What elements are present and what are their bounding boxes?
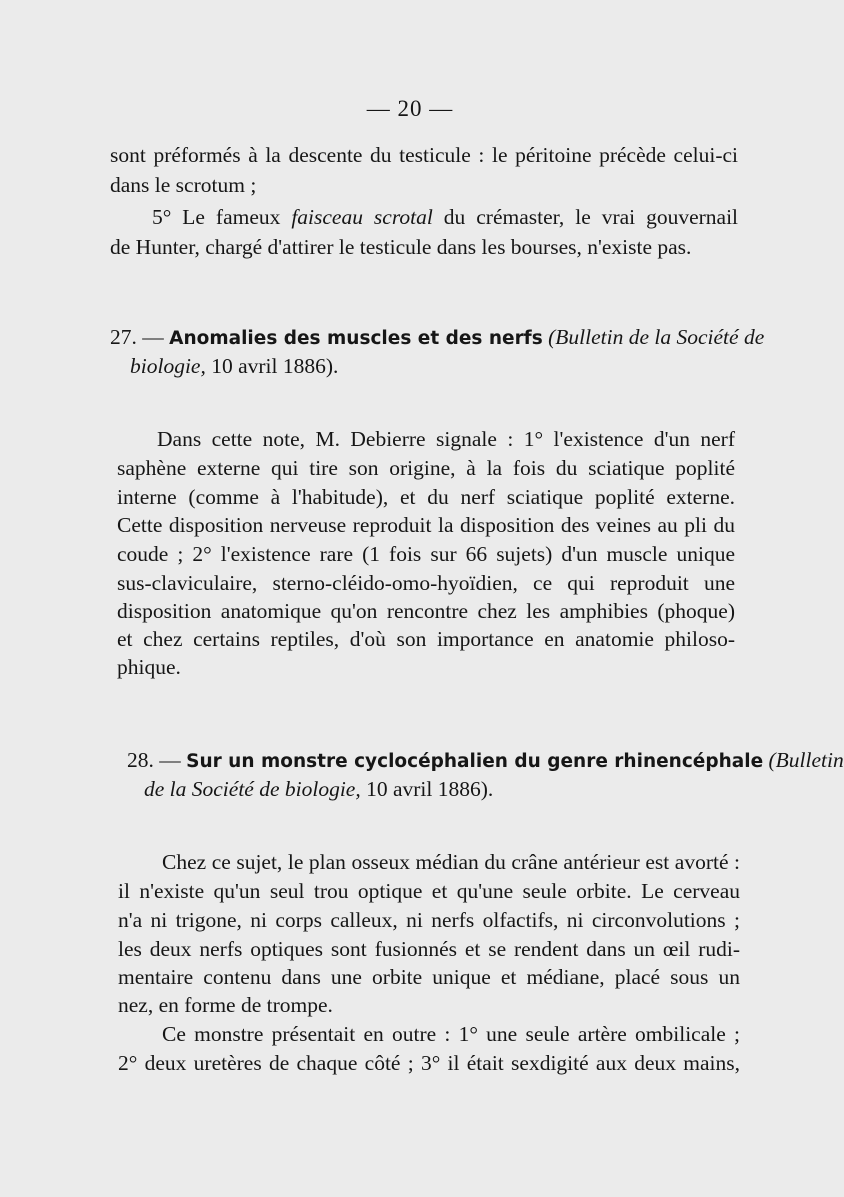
text-line: Ce monstre présentait en outre : 1° une seule artère ombilicale ; xyxy=(162,1022,740,1046)
entry-number: 28. — xyxy=(127,748,187,772)
entry-source: (Bulletin xyxy=(763,748,844,772)
text-line: mentaire contenu dans une orbite unique et médiane, placé sous un xyxy=(118,965,740,989)
entry-source: (Bulletin de la Société de xyxy=(542,325,765,349)
text-line: n'a ni trigone, ni corps calleux, ni nerfs olfactifs, ni circonvolutions ; xyxy=(118,908,740,932)
text-line: Cette disposition nerveuse reproduit la disposition des veines au pli du xyxy=(117,513,735,537)
text-line: sont préformés à la descente du testicule : le péritoine précède celui-ci xyxy=(110,143,738,167)
text-line: et chez certains reptiles, d'où son importance en anatomie philoso- xyxy=(117,627,735,651)
entry-27-source: biologie, 10 avril 1886). xyxy=(130,354,339,378)
text-line: interne (comme à l'habitude), et du nerf sciatique poplité externe. xyxy=(117,485,735,509)
entry-27-heading xyxy=(110,327,764,349)
text-line: de Hunter, chargé d'attirer le testicule dans les bourses, n'existe pas. xyxy=(110,235,692,259)
text-line: saphène externe qui tire son origine, à la fois du sciatique poplité xyxy=(117,456,735,480)
text-line: Dans cette note, M. Debierre signale : 1° l'existence d'un nerf xyxy=(157,427,735,451)
page-number: — 20 — xyxy=(366,96,454,121)
text-line: Chez ce sujet, le plan osseux médian du crâne antérieur est avorté : xyxy=(162,850,740,874)
text-line: les deux nerfs optiques sont fusionnés et se rendent dans un œil rudi- xyxy=(118,937,740,961)
text-line: 5° Le fameux faisceau scrotal du crémaster, le vrai gouvernail xyxy=(152,205,739,229)
text-line: coude ; 2° l'existence rare (1 fois sur 66 sujets) d'un muscle unique xyxy=(117,542,735,566)
entry-28-source: de la Société de biologie, 10 avril 1886). xyxy=(144,777,494,801)
text-line: phique. xyxy=(117,655,181,679)
entry-title: Sur un monstre cyclocéphalien du genre rhinencéphale xyxy=(186,751,764,772)
text-line: nez, en forme de trompe. xyxy=(118,993,333,1017)
text-line: sus-claviculaire, sterno-cléido-omo-hyoïdien, ce qui reproduit une xyxy=(117,571,735,595)
entry-28-heading xyxy=(127,750,844,772)
text-line: il n'existe qu'un seul trou optique et qu'une seule orbite. Le cerveau xyxy=(118,879,740,903)
text-line: disposition anatomique qu'on rencontre chez les amphibies (phoque) xyxy=(117,599,735,623)
entry-title: Anomalies des muscles et des nerfs xyxy=(169,328,543,349)
text-line: 2° deux uretères de chaque côté ; 3° il était sexdigité aux deux mains, xyxy=(118,1051,740,1075)
entry-number: 27. — xyxy=(110,325,170,349)
text-line: dans le scrotum ; xyxy=(110,173,257,197)
